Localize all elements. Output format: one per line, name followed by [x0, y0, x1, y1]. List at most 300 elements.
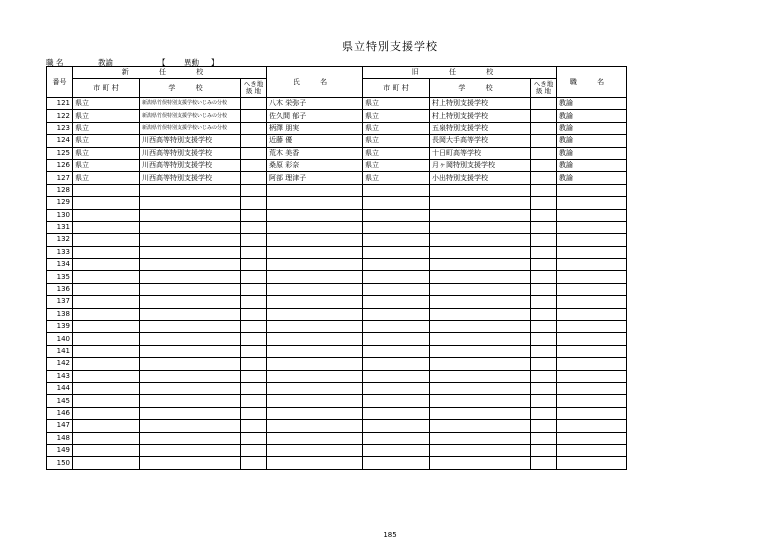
- row-number: 123: [47, 122, 73, 134]
- old-city-cell: [363, 382, 430, 394]
- row-number: 137: [47, 296, 73, 308]
- new-school-cell: [140, 457, 241, 469]
- old-city-cell: 県立: [363, 147, 430, 159]
- new-school-cell: 川西高等特別支援学校: [140, 172, 241, 184]
- name-cell: [267, 221, 363, 233]
- name-cell: 近藤 優: [267, 135, 363, 147]
- new-city-cell: [73, 321, 140, 333]
- new-school-cell: [140, 407, 241, 419]
- header-old-school-col: 学 校: [430, 79, 531, 98]
- new-city-cell: [73, 283, 140, 295]
- row-number: 147: [47, 420, 73, 432]
- new-hekichi-cell: [241, 283, 267, 295]
- table-row: [47, 395, 627, 407]
- new-school-cell: [140, 259, 241, 271]
- name-cell: 柄澤 朋実: [267, 122, 363, 134]
- new-school-cell: [140, 395, 241, 407]
- new-school-cell: [140, 184, 241, 196]
- new-hekichi-cell: [241, 147, 267, 159]
- row-number: 132: [47, 234, 73, 246]
- table-row: [47, 345, 627, 357]
- new-city-cell: [73, 308, 140, 320]
- row-number: 128: [47, 184, 73, 196]
- new-city-cell: [73, 209, 140, 221]
- old-city-cell: [363, 321, 430, 333]
- new-city-cell: 県立: [73, 159, 140, 171]
- new-hekichi-cell: [241, 234, 267, 246]
- name-cell: 荒木 美香: [267, 147, 363, 159]
- old-hekichi-cell: [531, 234, 557, 246]
- roster-body: [47, 98, 627, 470]
- old-school-cell: [430, 296, 531, 308]
- new-school-cell: [140, 444, 241, 456]
- name-cell: [267, 246, 363, 258]
- shokumei-label: 職 名: [46, 58, 64, 67]
- new-hekichi-cell: [241, 296, 267, 308]
- old-hekichi-cell: [531, 308, 557, 320]
- table-row: [47, 221, 627, 233]
- old-hekichi-cell: [531, 246, 557, 258]
- table-row: [47, 98, 627, 110]
- row-number: 141: [47, 345, 73, 357]
- new-hekichi-cell: [241, 259, 267, 271]
- name-cell: [267, 209, 363, 221]
- new-hekichi-cell: [241, 420, 267, 432]
- position-cell: [557, 345, 627, 357]
- old-school-cell: [430, 283, 531, 295]
- new-hekichi-cell: [241, 432, 267, 444]
- position-cell: [557, 283, 627, 295]
- row-number: 148: [47, 432, 73, 444]
- old-hekichi-cell: [531, 370, 557, 382]
- new-school-cell: [140, 283, 241, 295]
- new-city-cell: [73, 457, 140, 469]
- old-school-cell: [430, 333, 531, 345]
- table-row: [47, 271, 627, 283]
- old-city-cell: 県立: [363, 122, 430, 134]
- name-cell: [267, 358, 363, 370]
- position-cell: [557, 296, 627, 308]
- new-school-cell: [140, 234, 241, 246]
- new-city-cell: [73, 296, 140, 308]
- old-hekichi-cell: [531, 407, 557, 419]
- header-new-city: 市 町 村: [73, 79, 140, 98]
- new-school-cell: [140, 246, 241, 258]
- new-school-cell: 新潟県竹俣特別支援学校いじみの分校: [140, 98, 241, 110]
- table-row: [47, 444, 627, 456]
- old-hekichi-cell: [531, 209, 557, 221]
- old-city-cell: [363, 457, 430, 469]
- new-school-cell: [140, 432, 241, 444]
- table-row: [47, 382, 627, 394]
- new-school-cell: 川西高等特別支援学校: [140, 135, 241, 147]
- table-row: [47, 296, 627, 308]
- old-city-cell: [363, 184, 430, 196]
- old-school-cell: [430, 444, 531, 456]
- table-row: [47, 110, 627, 122]
- old-hekichi-cell: [531, 135, 557, 147]
- position-cell: [557, 246, 627, 258]
- page-title: 県立特別支援学校: [342, 40, 438, 53]
- new-hekichi-cell: [241, 172, 267, 184]
- new-hekichi-cell: [241, 457, 267, 469]
- row-number: 122: [47, 110, 73, 122]
- new-city-cell: [73, 395, 140, 407]
- name-cell: [267, 370, 363, 382]
- position-cell: 教諭: [557, 110, 627, 122]
- old-hekichi-cell: [531, 122, 557, 134]
- old-city-cell: [363, 333, 430, 345]
- table-row: [47, 432, 627, 444]
- new-school-cell: 新潟県竹俣特別支援学校いじみの分校: [140, 110, 241, 122]
- old-city-cell: [363, 358, 430, 370]
- new-hekichi-cell: [241, 358, 267, 370]
- old-hekichi-cell: [531, 345, 557, 357]
- old-school-cell: [430, 259, 531, 271]
- old-city-cell: 県立: [363, 98, 430, 110]
- new-hekichi-cell: [241, 221, 267, 233]
- old-hekichi-cell: [531, 321, 557, 333]
- position-cell: [557, 271, 627, 283]
- new-city-cell: [73, 259, 140, 271]
- header-old-city: 市 町 村: [363, 79, 430, 98]
- table-row: [47, 159, 627, 171]
- old-city-cell: 県立: [363, 110, 430, 122]
- old-hekichi-cell: [531, 432, 557, 444]
- new-hekichi-cell: [241, 135, 267, 147]
- row-number: 142: [47, 358, 73, 370]
- new-school-cell: 新潟県竹俣特別支援学校いじみの分校: [140, 122, 241, 134]
- roster-table: [46, 66, 627, 470]
- name-cell: [267, 308, 363, 320]
- position-cell: [557, 407, 627, 419]
- row-number: 125: [47, 147, 73, 159]
- row-number: 133: [47, 246, 73, 258]
- old-school-cell: [430, 209, 531, 221]
- old-school-cell: [430, 382, 531, 394]
- old-school-cell: [430, 345, 531, 357]
- old-hekichi-cell: [531, 197, 557, 209]
- new-city-cell: [73, 370, 140, 382]
- position-cell: [557, 321, 627, 333]
- old-school-cell: 村上特別支援学校: [430, 110, 531, 122]
- row-number: 124: [47, 135, 73, 147]
- position-cell: 教諭: [557, 122, 627, 134]
- name-cell: [267, 432, 363, 444]
- name-cell: 桑原 彩奈: [267, 159, 363, 171]
- bracket-open: 【: [158, 58, 166, 67]
- row-number: 135: [47, 271, 73, 283]
- new-city-cell: [73, 333, 140, 345]
- name-cell: [267, 333, 363, 345]
- old-city-cell: 県立: [363, 135, 430, 147]
- new-city-cell: [73, 407, 140, 419]
- row-number: 149: [47, 444, 73, 456]
- name-cell: [267, 444, 363, 456]
- header-new-school: 新 任 校: [73, 67, 267, 79]
- new-hekichi-cell: [241, 246, 267, 258]
- table-row: [47, 457, 627, 469]
- old-school-cell: 長岡大手高等学校: [430, 135, 531, 147]
- old-city-cell: [363, 432, 430, 444]
- page-number: 185: [383, 531, 397, 539]
- name-cell: [267, 259, 363, 271]
- position-cell: [557, 184, 627, 196]
- new-hekichi-cell: [241, 370, 267, 382]
- new-school-cell: [140, 209, 241, 221]
- table-row: [47, 308, 627, 320]
- name-cell: [267, 382, 363, 394]
- new-city-cell: [73, 221, 140, 233]
- new-hekichi-cell: [241, 98, 267, 110]
- old-hekichi-cell: [531, 283, 557, 295]
- old-hekichi-cell: [531, 259, 557, 271]
- name-cell: [267, 283, 363, 295]
- old-school-cell: [430, 407, 531, 419]
- old-city-cell: [363, 444, 430, 456]
- new-city-cell: [73, 271, 140, 283]
- new-school-cell: [140, 221, 241, 233]
- position-cell: [557, 358, 627, 370]
- name-cell: [267, 197, 363, 209]
- old-school-cell: 五泉特別支援学校: [430, 122, 531, 134]
- new-hekichi-cell: [241, 184, 267, 196]
- old-hekichi-cell: [531, 221, 557, 233]
- old-school-cell: 村上特別支援学校: [430, 98, 531, 110]
- new-hekichi-cell: [241, 333, 267, 345]
- old-city-cell: [363, 259, 430, 271]
- name-cell: [267, 184, 363, 196]
- name-cell: [267, 407, 363, 419]
- new-hekichi-cell: [241, 321, 267, 333]
- table-row: [47, 184, 627, 196]
- old-city-cell: [363, 345, 430, 357]
- row-number: 145: [47, 395, 73, 407]
- old-school-cell: [430, 221, 531, 233]
- position-cell: 教諭: [557, 159, 627, 171]
- name-cell: 佐久間 郁子: [267, 110, 363, 122]
- table-row: [47, 420, 627, 432]
- table-row: [47, 135, 627, 147]
- new-school-cell: [140, 321, 241, 333]
- name-cell: [267, 271, 363, 283]
- old-city-cell: [363, 308, 430, 320]
- old-school-cell: [430, 358, 531, 370]
- old-school-cell: [430, 457, 531, 469]
- old-hekichi-cell: [531, 172, 557, 184]
- row-number: 136: [47, 283, 73, 295]
- table-row: [47, 283, 627, 295]
- name-cell: [267, 345, 363, 357]
- new-hekichi-cell: [241, 395, 267, 407]
- table-row: [47, 122, 627, 134]
- new-hekichi-cell: [241, 345, 267, 357]
- old-city-cell: [363, 209, 430, 221]
- table-row: [47, 209, 627, 221]
- old-hekichi-cell: [531, 110, 557, 122]
- old-hekichi-cell: [531, 296, 557, 308]
- name-cell: [267, 321, 363, 333]
- transfer-type: 異動: [184, 58, 199, 67]
- old-city-cell: 県立: [363, 172, 430, 184]
- row-number: 144: [47, 382, 73, 394]
- row-number: 139: [47, 321, 73, 333]
- name-cell: [267, 457, 363, 469]
- new-city-cell: [73, 234, 140, 246]
- name-cell: [267, 234, 363, 246]
- old-hekichi-cell: [531, 358, 557, 370]
- old-school-cell: [430, 246, 531, 258]
- old-hekichi-cell: [531, 420, 557, 432]
- name-cell: [267, 296, 363, 308]
- position-cell: [557, 395, 627, 407]
- old-school-cell: [430, 321, 531, 333]
- name-cell: 阿部 理津子: [267, 172, 363, 184]
- new-city-cell: 県立: [73, 110, 140, 122]
- new-city-cell: [73, 444, 140, 456]
- new-school-cell: [140, 370, 241, 382]
- old-hekichi-cell: [531, 159, 557, 171]
- new-hekichi-cell: [241, 382, 267, 394]
- table-row: [47, 234, 627, 246]
- name-cell: 八木 栄弥子: [267, 98, 363, 110]
- new-school-cell: 川西高等特別支援学校: [140, 159, 241, 171]
- new-city-cell: [73, 420, 140, 432]
- old-school-cell: [430, 432, 531, 444]
- name-cell: [267, 420, 363, 432]
- row-number: 150: [47, 457, 73, 469]
- new-hekichi-cell: [241, 271, 267, 283]
- position-cell: [557, 457, 627, 469]
- old-school-cell: 小出特別支援学校: [430, 172, 531, 184]
- table-row: [47, 370, 627, 382]
- position-cell: [557, 259, 627, 271]
- table-row: [47, 246, 627, 258]
- new-school-cell: [140, 358, 241, 370]
- row-number: 146: [47, 407, 73, 419]
- header-new-school-col: 学 校: [140, 79, 241, 98]
- old-school-cell: 十日町高等学校: [430, 147, 531, 159]
- header-name: 氏 名: [267, 67, 363, 98]
- old-school-cell: [430, 308, 531, 320]
- position-cell: [557, 209, 627, 221]
- old-hekichi-cell: [531, 444, 557, 456]
- position-cell: [557, 432, 627, 444]
- new-hekichi-cell: [241, 407, 267, 419]
- row-number: 127: [47, 172, 73, 184]
- new-city-cell: [73, 432, 140, 444]
- table-row: [47, 407, 627, 419]
- row-number: 131: [47, 221, 73, 233]
- old-school-cell: [430, 234, 531, 246]
- old-school-cell: [430, 271, 531, 283]
- row-number: 130: [47, 209, 73, 221]
- table-row: [47, 147, 627, 159]
- table-row: [47, 358, 627, 370]
- new-school-cell: [140, 382, 241, 394]
- row-number: 129: [47, 197, 73, 209]
- new-city-cell: [73, 246, 140, 258]
- new-city-cell: 県立: [73, 98, 140, 110]
- new-school-cell: [140, 308, 241, 320]
- new-school-cell: [140, 420, 241, 432]
- new-hekichi-cell: [241, 308, 267, 320]
- old-hekichi-cell: [531, 382, 557, 394]
- old-city-cell: [363, 283, 430, 295]
- old-city-cell: [363, 246, 430, 258]
- row-number: 138: [47, 308, 73, 320]
- position-cell: 教諭: [557, 135, 627, 147]
- old-hekichi-cell: [531, 147, 557, 159]
- header-old-school: 旧 任 校: [363, 67, 557, 79]
- position-cell: [557, 308, 627, 320]
- position-cell: 教諭: [557, 98, 627, 110]
- position-cell: [557, 420, 627, 432]
- row-number: 126: [47, 159, 73, 171]
- old-city-cell: 県立: [363, 159, 430, 171]
- old-school-cell: [430, 197, 531, 209]
- old-city-cell: [363, 420, 430, 432]
- new-city-cell: [73, 184, 140, 196]
- new-hekichi-cell: [241, 159, 267, 171]
- position-cell: 教諭: [557, 147, 627, 159]
- new-school-cell: [140, 333, 241, 345]
- old-city-cell: [363, 407, 430, 419]
- old-hekichi-cell: [531, 184, 557, 196]
- new-hekichi-cell: [241, 444, 267, 456]
- name-cell: [267, 395, 363, 407]
- old-school-cell: [430, 184, 531, 196]
- table-row: [47, 333, 627, 345]
- old-school-cell: 月ヶ岡特別支援学校: [430, 159, 531, 171]
- table-row: [47, 197, 627, 209]
- table-row: [47, 259, 627, 271]
- shokumei-value: 教諭: [98, 58, 113, 67]
- new-city-cell: 県立: [73, 135, 140, 147]
- table-row: [47, 321, 627, 333]
- new-school-cell: [140, 271, 241, 283]
- new-city-cell: 県立: [73, 147, 140, 159]
- old-city-cell: [363, 234, 430, 246]
- old-school-cell: [430, 420, 531, 432]
- old-city-cell: [363, 221, 430, 233]
- position-cell: [557, 221, 627, 233]
- new-city-cell: [73, 197, 140, 209]
- position-cell: 教諭: [557, 172, 627, 184]
- new-city-cell: 県立: [73, 172, 140, 184]
- new-school-cell: [140, 345, 241, 357]
- bracket-close: 】: [211, 58, 219, 67]
- new-hekichi-cell: [241, 110, 267, 122]
- new-city-cell: 県立: [73, 122, 140, 134]
- new-school-cell: 川西高等特別支援学校: [140, 147, 241, 159]
- old-hekichi-cell: [531, 395, 557, 407]
- new-hekichi-cell: [241, 209, 267, 221]
- new-school-cell: [140, 296, 241, 308]
- position-cell: [557, 382, 627, 394]
- position-cell: [557, 370, 627, 382]
- position-cell: [557, 333, 627, 345]
- row-number: 140: [47, 333, 73, 345]
- new-school-cell: [140, 197, 241, 209]
- row-number: 143: [47, 370, 73, 382]
- table-row: [47, 172, 627, 184]
- header-bango: 番号: [47, 67, 73, 98]
- new-hekichi-cell: [241, 122, 267, 134]
- new-hekichi-cell: [241, 197, 267, 209]
- position-cell: [557, 444, 627, 456]
- header-position: 職 名: [557, 67, 627, 98]
